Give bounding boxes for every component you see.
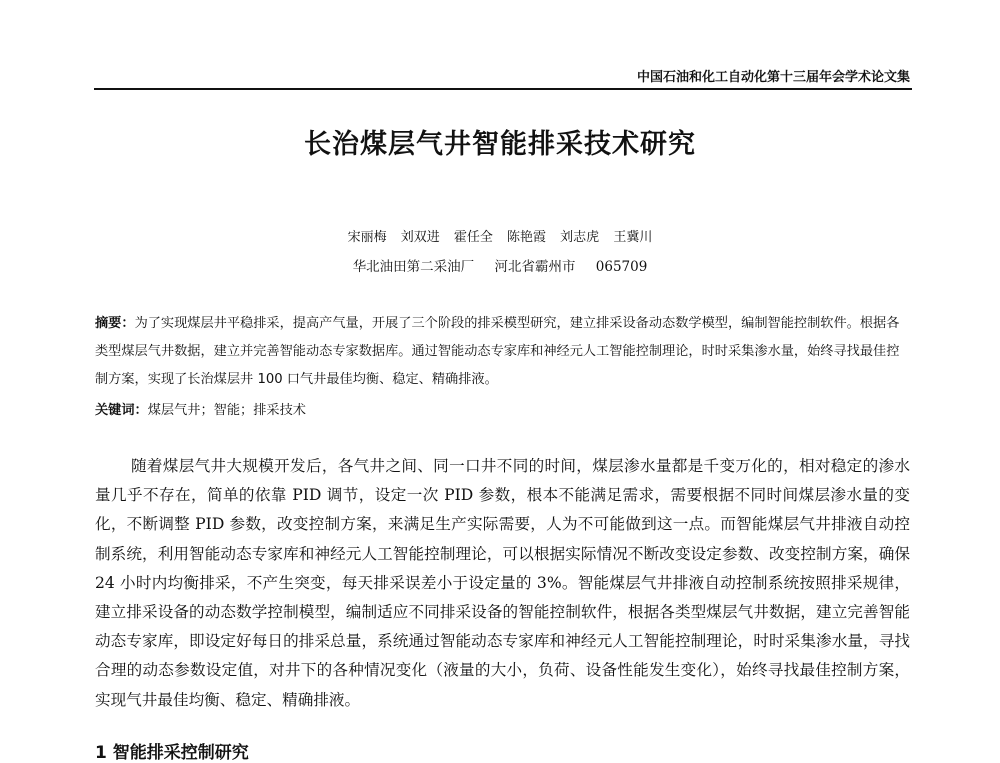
keywords-label: 关键词：	[95, 403, 148, 418]
journal-name: 中国石油和化工自动化第十三届年会学术论文集	[636, 70, 910, 85]
abstract-text: 为了实现煤层井平稳排采，提高产气量，开展了三个阶段的排采模型研究，建立排采设备动态数学模型，编制智能控制软件。根据各类型煤层气井数据，建立并完善智能动态专家数据库。通过智能动态专家库和神经元人工智能控制理论，时时采集渗水量，始终寻找最佳控制方案，实现了长治煤层井 100 口气井最佳均衡、稳定、精确排液。	[95, 316, 900, 387]
abstract-block	[95, 310, 910, 394]
paper-title: 长治煤层气井智能排采技术研究	[304, 129, 696, 160]
keywords-text: 煤层气井；智能；排采技术	[147, 403, 306, 418]
body-paragraph: 随着煤层气井大规模开发后，各气井之间、同一口井不同的时间，煤层渗水量都是千变万化的，相对稳定的渗水量几乎不存在，简单的依靠 PID 调节，设定一次 PID 参数，根本不能满足需求，需要根据不同时间煤层渗水量的变化，不断调整 PID 参数，改变控制方案，来满足生产实际需要，人为不可能做到这一点。而智能煤层气井排液自动控制系统，利用智能动态专家库和神经元人工智能控制理论，可以根据实际情况不断改变设定参数、改变控制方案，确保 24 小时内均衡排采，不产生突变，每天排采误差小于设定量的 3%。智能煤层气井排液自动控制系统按照排采规律，建立排采设备的动态数学控制模型，编制适应不同排采设备的智能控制软件，根据各类型煤层气井数据，建立完善智能动态专家库，即设定好每日的排采总量，系统通过智能动态专家库和神经元人工智能控制理论，时时采集渗水量，寻找合理的动态参数设定值，对井下的各种情况变化（液量的大小，负荷、设备性能发生变化），始终寻找最佳控制方案，实现气井最佳均衡、稳定、精确排液。	[95, 457, 910, 709]
keywords-block	[95, 397, 910, 425]
author-list: 宋丽梅 刘双进 霍任全 陈艳霞 刘志虎 王冀川	[347, 230, 653, 245]
section-heading: 1 智能排采控制研究	[95, 743, 249, 763]
abstract-label: 摘要：	[95, 316, 135, 331]
author-affiliation: 华北油田第二采油厂 河北省霸州市 065709	[352, 259, 648, 275]
running-header	[94, 64, 912, 90]
